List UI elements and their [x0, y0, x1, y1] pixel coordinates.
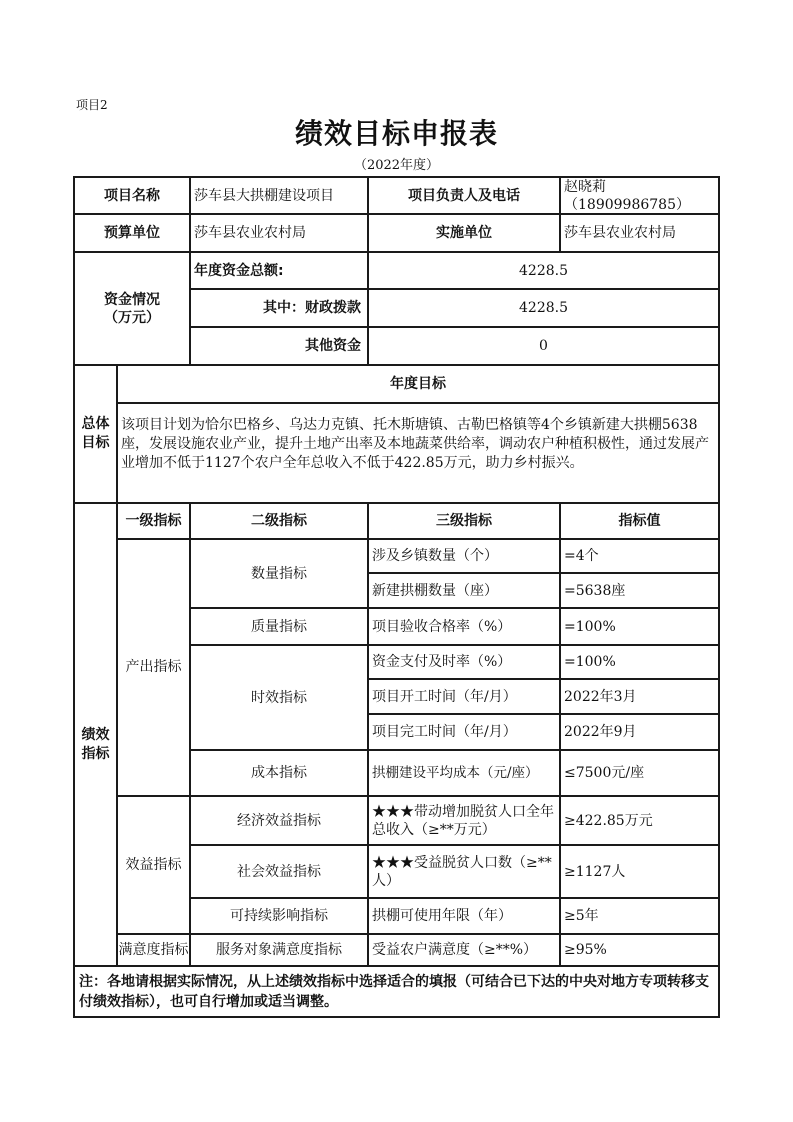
level2-economic: 经济效益指标: [237, 812, 321, 829]
indicator-value: ≥422.85万元: [564, 812, 653, 829]
indicators-label: [75, 504, 116, 965]
col-header-level2: 二级指标: [251, 513, 307, 529]
level3-row: 资金支付及时率（%）: [372, 654, 512, 670]
impl-unit-label: 实施单位: [436, 225, 492, 241]
indicator-value: 2022年9月: [564, 724, 637, 740]
total-funds-label: 年度资金总额:: [194, 262, 284, 279]
project-name-label: 项目名称: [104, 187, 160, 204]
level3-row: 拱棚建设平均成本（元/座）: [372, 765, 539, 781]
level3-row: ★★★受益脱贫人口数（≥**人）: [372, 854, 552, 889]
budget-unit-label: 预算单位: [104, 225, 160, 241]
funds-label-line2: （万元）: [104, 309, 160, 326]
level1-satisfaction: 满意度指标: [118, 941, 189, 958]
year-subtitle: （2022年度）: [353, 158, 440, 173]
indicator-value: 2022年3月: [564, 688, 637, 705]
level1-output: 产出指标: [125, 659, 182, 675]
level3-row: 项目完工时间（年/月）: [372, 724, 517, 740]
funds-label: [75, 253, 189, 364]
project-name-value: 莎车县大拱棚建设项目: [194, 187, 334, 204]
level3-row: 涉及乡镇数量（个）: [372, 548, 498, 564]
level2-service: 服务对象满意度指标: [216, 942, 342, 958]
indicator-value: =4个: [564, 548, 599, 564]
annual-goal-text: 该项目计划为恰尔巴格乡、乌达力克镇、托木斯塘镇、古勒巴格镇等4个乡镇新建大拱棚5638座，发展设施农业产业，提升土地产出率及本地蔬菜供给率，调动农户种植积极性，通过发展产业增加不低于1127个农户全年总收入不低于422.85万元，助力乡村振兴。: [121, 416, 709, 471]
level3-row: ★★★带动增加脱贫人口全年总收入（≥**万元）: [372, 803, 554, 838]
indicator-value: ≥5年: [564, 908, 599, 924]
footnote: 注：各地请根据实际情况，从上述绩效指标中选择适合的填报（可结合已下达的中央对地方专项转移支付绩效指标），也可自行增加或适当调整。: [79, 973, 709, 1010]
impl-unit-value: 莎车县农业农村局: [564, 225, 676, 241]
overall-goal-label-line2: 目标: [81, 435, 110, 451]
level3-row: 项目验收合格率（%）: [372, 618, 512, 635]
project-number-label: 项目2: [76, 98, 108, 112]
indicator-value: ≥1127人: [564, 863, 626, 880]
level3-row: 新建拱棚数量（座）: [372, 582, 498, 599]
level3-row: 项目开工时间（年/月）: [372, 688, 517, 705]
annual-goal-header: 年度目标: [390, 376, 446, 392]
overall-goal-label-line1: 总体: [81, 416, 110, 432]
overall-goal-label: [75, 366, 116, 502]
indicator-value: =100%: [564, 654, 616, 670]
level1-benefit: 效益指标: [125, 857, 182, 873]
page-title: 绩效目标申报表: [294, 117, 498, 150]
funds-label-line1: 资金情况: [104, 291, 160, 308]
level2-quality: 质量指标: [251, 618, 307, 635]
indicator-value: ≤7500元/座: [564, 765, 645, 781]
indicators-label-line2: 指标: [81, 745, 110, 762]
col-header-level1: 一级指标: [125, 513, 182, 529]
owner-label: 项目负责人及电话: [408, 187, 520, 204]
indicator-value: ≥95%: [564, 942, 607, 958]
level2-sustainable: 可持续影响指标: [230, 908, 328, 924]
col-header-level3: 三级指标: [436, 513, 492, 529]
level3-row: 受益农户满意度（≥**%）: [372, 942, 538, 958]
total-funds-value: 4228.5: [519, 262, 568, 279]
fiscal-funds-label: 其中：财政拨款: [263, 300, 361, 316]
indicator-value: =5638座: [564, 582, 626, 599]
budget-unit-value: 莎车县农业农村局: [194, 225, 306, 241]
indicator-value: =100%: [564, 618, 616, 635]
level2-social: 社会效益指标: [237, 863, 321, 880]
fiscal-funds-value: 4228.5: [519, 300, 568, 316]
level2-quantity: 数量指标: [251, 565, 307, 582]
level3-row: 拱棚可使用年限（年）: [372, 908, 512, 924]
other-funds-value: 0: [539, 338, 548, 354]
owner-value: [561, 178, 718, 213]
indicators-label-line1: 绩效: [81, 726, 110, 743]
level2-timeliness: 时效指标: [251, 689, 307, 706]
owner-name: 赵晓莉: [564, 178, 606, 195]
col-header-value: 指标值: [618, 513, 661, 529]
owner-phone: （18909986785）: [564, 196, 690, 213]
level2-cost: 成本指标: [251, 765, 307, 781]
other-funds-label: 其他资金: [305, 338, 361, 354]
